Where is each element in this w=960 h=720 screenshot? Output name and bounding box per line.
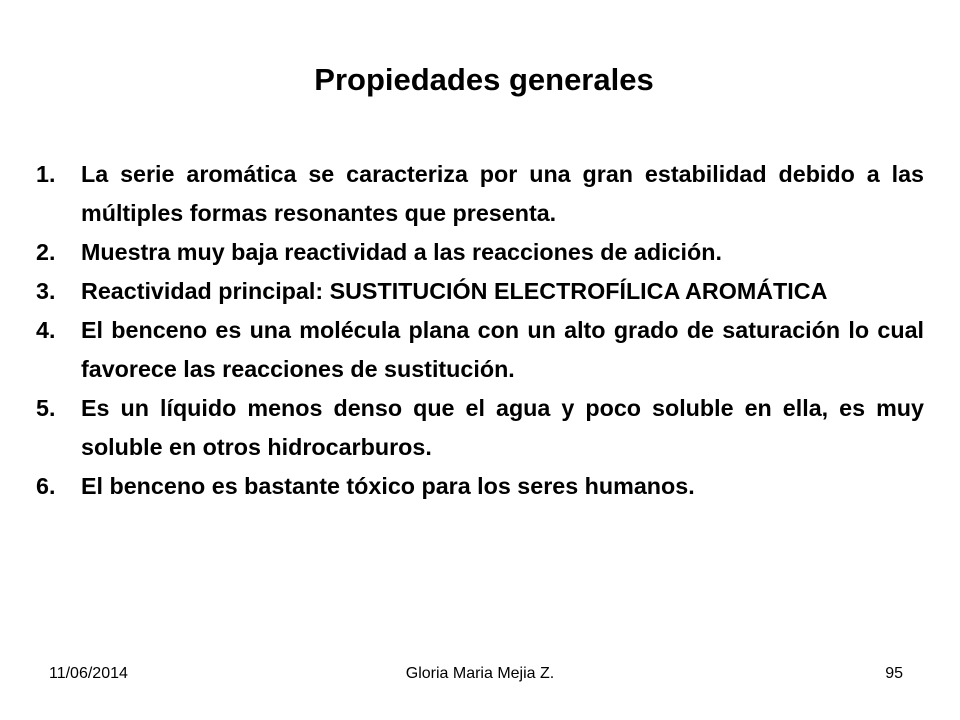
list-item xyxy=(36,467,924,506)
list-item xyxy=(36,389,924,467)
list-item-number: 1. xyxy=(36,161,56,187)
footer-page-number: 95 xyxy=(885,665,903,682)
footer-date: 11/06/2014 xyxy=(49,665,128,682)
footer-author: Gloria Maria Mejia Z. xyxy=(405,665,555,682)
list-item-text: La serie aromática se caracteriza por una gran estabilidad debido a las múltiples formas resonantes que presenta. xyxy=(81,161,924,226)
list-item xyxy=(36,155,924,233)
list-item-text: El benceno es bastante tóxico para los seres humanos. xyxy=(81,473,695,499)
list-item xyxy=(36,233,924,272)
list-item-text: El benceno es una molécula plana con un alto grado de saturación lo cual favorece las reacciones de sustitución. xyxy=(81,317,924,382)
list-item-number: 3. xyxy=(36,278,56,304)
list-item xyxy=(36,272,924,311)
list-item-number: 6. xyxy=(36,473,56,499)
slide-title: Propiedades generales xyxy=(314,62,654,97)
property-list xyxy=(36,155,924,506)
list-item-number: 5. xyxy=(36,395,56,421)
list-item-number: 4. xyxy=(36,317,56,343)
list-item-text: Es un líquido menos denso que el agua y poco soluble en ella, es muy soluble en otros hidrocarburos. xyxy=(81,395,924,460)
list-item xyxy=(36,311,924,389)
list-item-text: Reactividad principal: SUSTITUCIÓN ELECTROFÍLICA AROMÁTICA xyxy=(81,278,828,304)
list-item-text: Muestra muy baja reactividad a las reacciones de adición. xyxy=(81,239,722,265)
list-item-number: 2. xyxy=(36,239,56,265)
